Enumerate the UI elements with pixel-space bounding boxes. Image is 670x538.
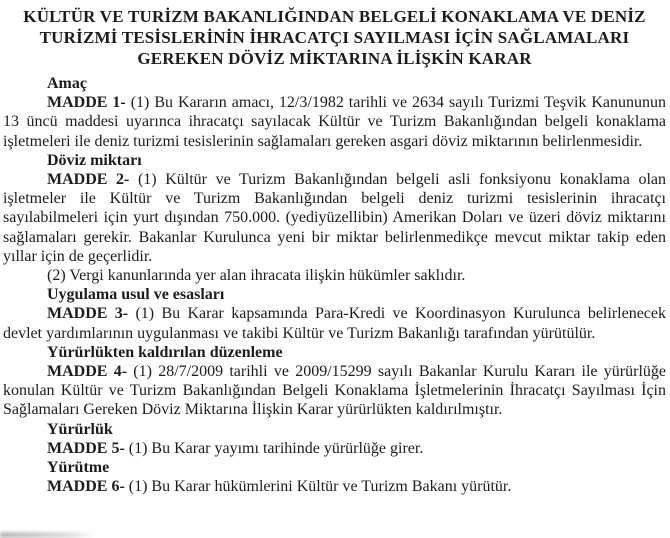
section-heading: Yürürlükten kaldırılan düzenleme [47,343,283,361]
paragraph: MADDE 5- (1) Bu Karar yayımı tarihinde yürürlüğe girer. [47,439,424,457]
title-line: TURİZMİ TESİSLERİNİN İHRACATÇI SAYILMASI İÇİN SAĞLAMALARI [39,28,630,47]
paragraph: MADDE 1- (1) Bu Kararın amacı, 12/3/1982 tarihli ve 2634 sayılı Turizmi Teşvik Kanununun 13 üncü maddesi uyarınca ihracatçı sayılacak Kültür ve Turizm Bakanlığından belgeli konaklama işletmeleri ile deniz turizmi tesislerinin sağlamaları gereken asgari döviz miktarının belirlenmesidir. [3,94,667,150]
section-heading: Amaç [47,75,87,92]
paragraph: MADDE 4- (1) 28/7/2009 tarihli ve 2009/15299 sayılı Bakanlar Kurulu Kararı ile yürürlüğe konulan Kültür ve Turizm Bakanlığından Belgeli Konaklama İşletmelerinin İhracatçı Sayılması İçin Sağlamaları Gereken Döviz Miktarına İlişkin Karar yürürlükten kaldırılmıştır. [3,363,666,419]
madde-label: MADDE 2- [47,171,130,189]
madde-label: MADDE 6- [47,478,125,496]
paragraph: (2) Vergi kanunlarında yer alan ihracata ilişkin hükümler saklıdır. [47,267,466,285]
madde-label: MADDE 3- [47,305,129,323]
title-line: KÜLTÜR VE TURİZM BAKANLIĞINDAN BELGELİ KONAKLAMA VE DENİZ [23,7,646,26]
section-heading: Uygulama usul ve esasları [47,286,225,304]
scan-edge-artifact [0,532,96,538]
section-heading: Döviz miktarı [47,151,142,169]
document-title [3,6,666,69]
paragraph: MADDE 2- (1) Kültür ve Turizm Bakanlığından belgeli asli fonksiyonu konaklama olan işletmeler ile Kültür ve Turizm Bakanlığından belgeli deniz turizmi tesislerinin ihracatçı sayılabilmeleri için yurt dışından 750.000. (yediyüzellibin) Amerikan Doları ve üzeri döviz miktarını sağlamaları gerekir. Bakanlar Kurulunca yeni bir miktar belirlenmedikçe mevcut miktar takip eden yıllar için de geçerlidir. [3,171,666,265]
section-heading: Yürürlük [47,420,113,438]
paragraph: MADDE 3- (1) Bu Karar kapsamında Para-Kredi ve Koordinasyon Kurulunca belirlenecek devlet yardımlarının uygulanması ve takibi Kültür ve Turizm Bakanlığı tarafından yürütülür. [3,305,667,342]
section-heading: Yürütme [47,459,110,477]
paragraph: MADDE 6- (1) Bu Karar hükümlerini Kültür ve Turizm Bakanı yürütür. [47,478,512,496]
title-line: GEREKEN DÖVİZ MİKTARINA İLİŞKİN KARAR [137,49,532,68]
madde-label: MADDE 5- [47,439,125,457]
madde-label: MADDE 1- [47,94,126,112]
document-body [3,74,666,496]
madde-label: MADDE 4- [47,363,128,381]
